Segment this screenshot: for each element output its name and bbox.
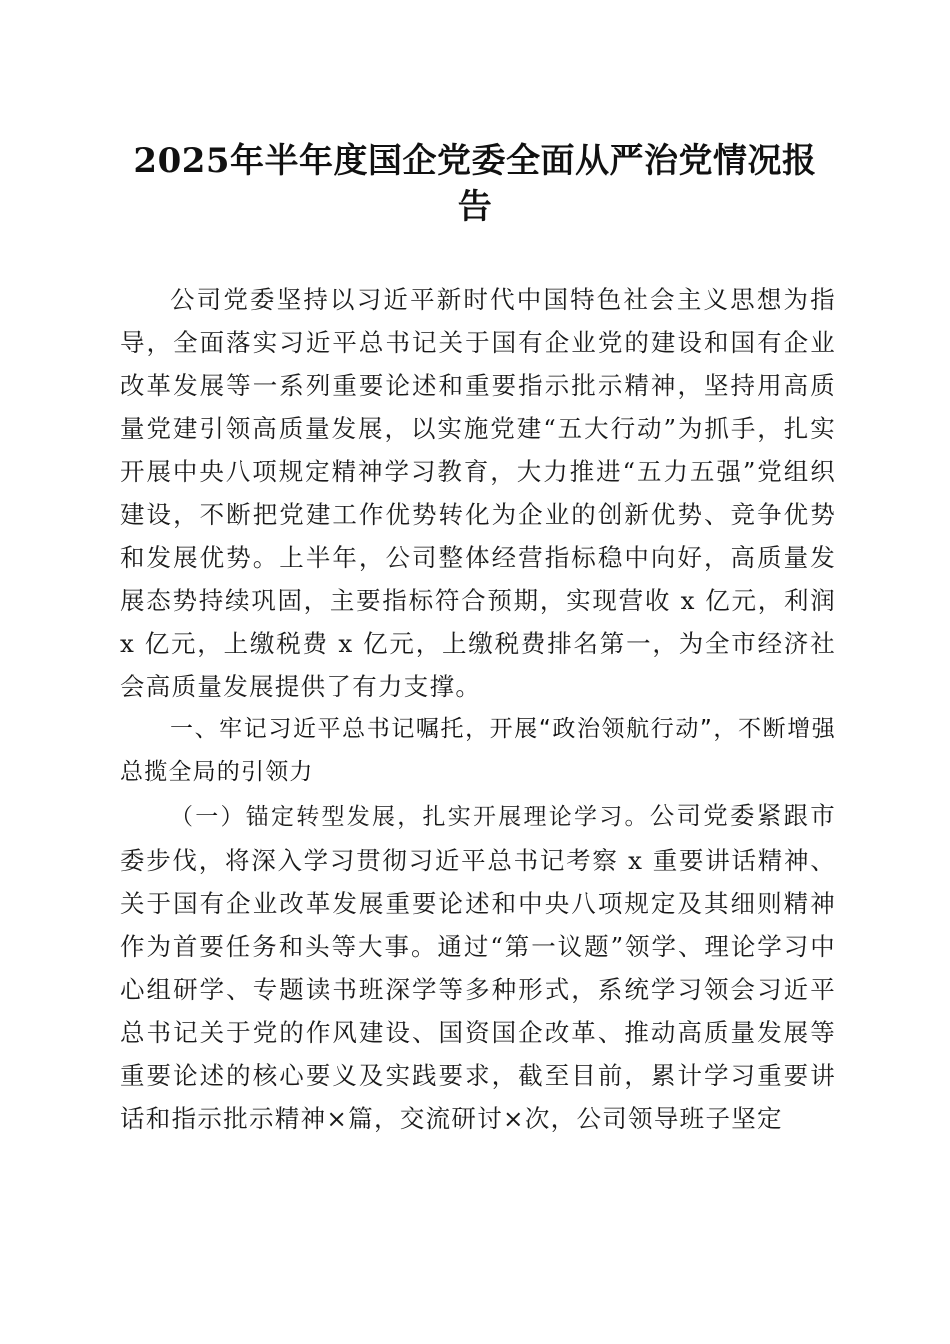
document-title: 2025年半年度国企党委全面从严治党情况报告 xyxy=(133,141,817,227)
section-heading-1: 一、牢记习近平总书记嘱托，开展“政治领航行动”，不断增强总揽全局的引领力 xyxy=(120,716,836,785)
subsection-text-1: 公司党委紧跟市委步伐，将深入学习贯彻习近平总书记考察 x 重要讲话精神、关于国有企业改革发展重要论述和中央八项规定及其细则精神作为首要任务和头等大事。通过“第一议题”领学、理论学习中心组研学、专题读书班深学等多种形式，系统学习领会习近平总书记关于党的作风建设、国资国企改革、推动高质量发展等重要论述的核心要义及实践要求，截至目前，累计学习重要讲话和指示批示精神×篇，交流研讨×次，公司领导班子坚定 xyxy=(120,801,836,1133)
subsection-heading-1: （一）锚定转型发展，扎实开展理论学习。 xyxy=(170,804,650,830)
subsection-paragraph-1 xyxy=(120,794,836,1140)
intro-paragraph: 公司党委坚持以习近平新时代中国特色社会主义思想为指导，全面落实习近平总书记关于国有企业党的建设和国有企业改革发展等一系列重要论述和重要指示批示精神，坚持用高质量党建引领高质量发展，以实施党建“五大行动”为抓手，扎实开展中央八项规定精神学习教育，大力推进“五力五强”党组织建设，不断把党建工作优势转化为企业的创新优势、竞争优势和发展优势。上半年，公司整体经营指标稳中向好，高质量发展态势持续巩固，主要指标符合预期，实现营收 x 亿元，利润 x 亿元，上缴税费 x 亿元，上缴税费排名第一，为全市经济社会高质量发展提供了有力支撑。 xyxy=(120,285,836,701)
document-body xyxy=(120,278,836,1140)
